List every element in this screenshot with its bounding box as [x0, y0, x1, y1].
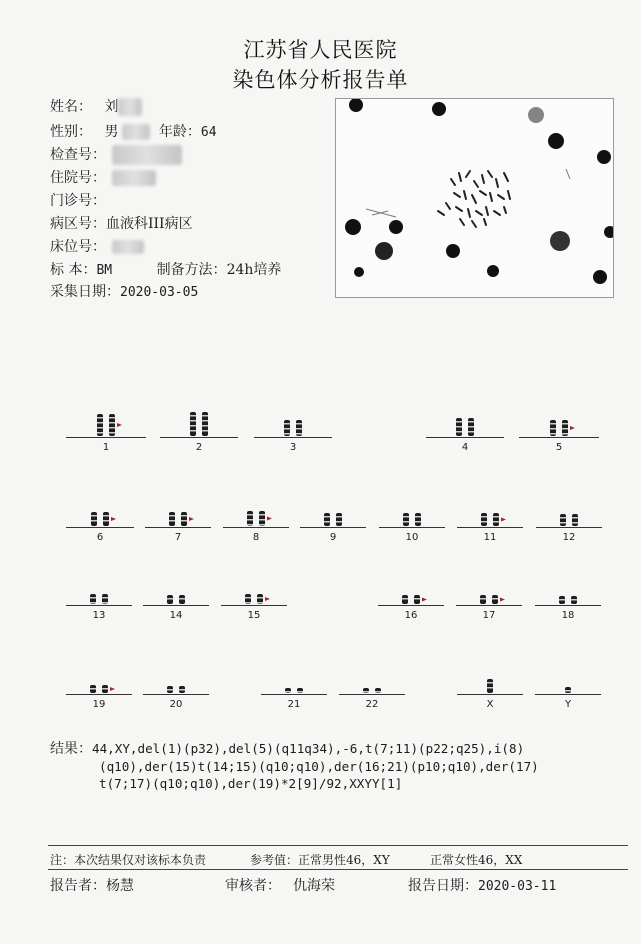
redacted-block — [112, 170, 156, 186]
sex-label: 性别： — [50, 124, 92, 140]
patient-name-label: 姓名： — [50, 99, 92, 115]
report-date-label: 报告日期： — [408, 878, 478, 894]
chromosome-glyph — [539, 405, 579, 437]
chromosome-number: Y — [564, 699, 572, 710]
chromosome-glyph — [158, 495, 198, 527]
chromosome-baseline — [143, 694, 209, 695]
report-date — [408, 875, 556, 895]
reporter-label: 报告者： — [50, 878, 106, 894]
disclaimer-note: 注：本次结果仅对该标本负责 — [50, 853, 207, 867]
chromosome-number: 17 — [482, 610, 496, 621]
reviewer — [225, 875, 335, 895]
chromosome-glyph — [352, 662, 392, 694]
chromosome-baseline — [426, 437, 504, 438]
chromosome-baseline — [535, 605, 601, 606]
admission-no-row — [50, 167, 156, 187]
age-value: 64 — [200, 125, 217, 140]
result-line-2: (q10),der(15)t(14;15)(q10;q10),der(16;21)(p10;q10),der(17) — [99, 759, 539, 774]
chromosome-glyph — [79, 662, 119, 694]
chromosome-glyph — [79, 573, 119, 605]
chromosome-baseline — [261, 694, 327, 695]
bed-label: 床位号： — [50, 239, 106, 255]
ward-value: 血液科III病区 — [106, 216, 193, 232]
redacted-block — [122, 124, 150, 140]
sex-value: 男 — [104, 124, 119, 140]
chromosome-number: 11 — [483, 532, 497, 543]
patient-sex-age-row — [50, 121, 217, 141]
report-title: 染色体分析报告单 — [232, 68, 409, 92]
chromosome-baseline — [456, 605, 522, 606]
chromosome-glyph — [156, 662, 196, 694]
divider-top — [48, 845, 628, 846]
reporter — [50, 875, 134, 895]
result-line-3: t(7;17)(q10;q10),der(19)*2[9]/92,XXYY[1] — [99, 776, 403, 791]
chromosome-baseline — [66, 605, 132, 606]
chromosome-number: 22 — [365, 699, 379, 710]
report-date-value: 2020-03-11 — [478, 879, 557, 894]
result-section — [50, 740, 630, 792]
redacted-block — [118, 98, 142, 116]
chromosome-number: 6 — [96, 532, 104, 543]
chromosome-baseline — [66, 437, 146, 438]
chromosome-baseline — [379, 527, 445, 528]
chromosome-baseline — [536, 527, 602, 528]
reference-values — [250, 851, 390, 868]
chromosome-number: 2 — [195, 442, 203, 453]
chromosome-number: 19 — [92, 699, 106, 710]
reference-female: 正常女性46，XX — [430, 853, 523, 867]
chromosome-glyph — [391, 573, 431, 605]
outpatient-no-row — [50, 190, 106, 210]
chromosome-baseline — [535, 694, 601, 695]
chromosome-number: 21 — [287, 699, 301, 710]
chromosome-glyph — [234, 573, 274, 605]
chromosome-baseline — [300, 527, 366, 528]
chromosome-baseline — [378, 605, 444, 606]
method-value: 24h培养 — [226, 262, 282, 278]
collect-date-label: 采集日期： — [50, 284, 120, 300]
chromosome-number: 7 — [174, 532, 182, 543]
chromosome-number: X — [486, 699, 494, 710]
chromosome-glyph — [274, 662, 314, 694]
patient-name-row — [50, 96, 142, 116]
reporter-value: 杨慧 — [106, 878, 134, 894]
chromosome-number: 13 — [92, 610, 106, 621]
chromosome-glyph — [548, 662, 588, 694]
reference-label: 参考值： — [250, 853, 299, 867]
bed-row — [50, 236, 144, 256]
chromosome-baseline — [223, 527, 289, 528]
metaphase-image — [335, 98, 614, 298]
chromosome-number: 20 — [169, 699, 183, 710]
chromosome-glyph — [445, 405, 485, 437]
chromosome-number: 16 — [404, 610, 418, 621]
chromosome-baseline — [145, 527, 211, 528]
result-line-1: 44,XY,del(1)(p32),del(5)(q11q34),-6,t(7;11)(p22;q25),i(8) — [92, 741, 525, 756]
chromosome-number: 5 — [555, 442, 563, 453]
admission-no-label: 住院号： — [50, 170, 106, 186]
chromosome-baseline — [143, 605, 209, 606]
hospital-name: 江苏省人民医院 — [243, 38, 398, 62]
chromosome-glyph — [470, 495, 510, 527]
chromosome-baseline — [339, 694, 405, 695]
metaphase-spread-graphic — [336, 99, 613, 297]
chromosome-baseline — [66, 527, 134, 528]
chromosome-glyph — [548, 573, 588, 605]
ward-label: 病区号： — [50, 216, 106, 232]
reviewer-value: 仇海荣 — [293, 878, 335, 894]
chromosome-glyph — [313, 495, 353, 527]
divider-bottom — [48, 869, 628, 870]
chromosome-number: 14 — [169, 610, 183, 621]
collect-date-value: 2020-03-05 — [120, 285, 199, 300]
chromosome-baseline — [221, 605, 287, 606]
chromosome-number: 3 — [289, 442, 297, 453]
chromosome-baseline — [66, 694, 132, 695]
chromosome-glyph — [156, 573, 196, 605]
chromosome-glyph — [80, 495, 120, 527]
chromosome-baseline — [457, 527, 523, 528]
result-label: 结果： — [50, 741, 92, 757]
collect-date-row — [50, 281, 198, 301]
chromosome-number: 1 — [102, 442, 110, 453]
chromosome-number: 4 — [461, 442, 469, 453]
exam-no-label: 检查号： — [50, 147, 106, 163]
chromosome-number: 18 — [561, 610, 575, 621]
redacted-block — [112, 145, 182, 165]
chromosome-glyph — [549, 495, 589, 527]
chromosome-baseline — [519, 437, 599, 438]
specimen-row — [50, 259, 281, 279]
age-label: 年龄： — [158, 124, 201, 140]
chromosome-baseline — [457, 694, 523, 695]
chromosome-number: 10 — [405, 532, 419, 543]
patient-name-value: 刘 — [104, 99, 119, 115]
chromosome-number: 8 — [252, 532, 260, 543]
chromosome-number: 9 — [329, 532, 337, 543]
chromosome-baseline — [160, 437, 238, 438]
chromosome-baseline — [254, 437, 332, 438]
chromosome-glyph — [392, 495, 432, 527]
chromosome-number: 12 — [562, 532, 576, 543]
ward-row — [50, 213, 193, 233]
chromosome-glyph — [86, 405, 126, 437]
exam-no-row — [50, 144, 182, 165]
chromosome-glyph — [179, 405, 219, 437]
redacted-block — [112, 240, 144, 254]
reference-male: 正常男性46，XY — [298, 853, 390, 867]
method-label: 制备方法： — [156, 262, 227, 278]
chromosome-glyph — [273, 405, 313, 437]
chromosome-glyph — [470, 662, 510, 694]
chromosome-glyph — [236, 495, 276, 527]
chromosome-glyph — [469, 573, 509, 605]
specimen-label: 标 本： — [50, 262, 97, 278]
outpatient-no-label: 门诊号： — [50, 193, 106, 209]
chromosome-number: 15 — [247, 610, 261, 621]
specimen-value: BM — [96, 263, 113, 278]
reviewer-label: 审核者： — [225, 878, 281, 894]
